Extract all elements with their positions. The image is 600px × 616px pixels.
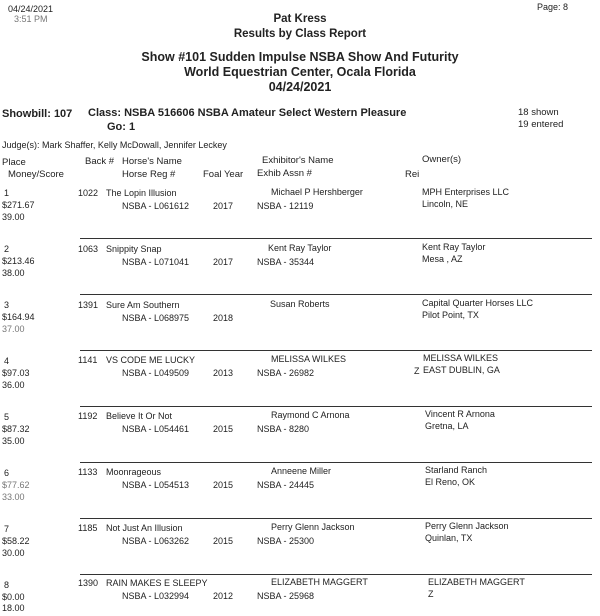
report-owner: Pat Kress xyxy=(273,13,327,25)
col-foal-year: Foal Year xyxy=(203,169,244,180)
row-owner: MELISSA WILKES xyxy=(423,353,499,363)
row-back: 1192 xyxy=(78,411,98,421)
row-owner-location: EAST DUBLIN, GA xyxy=(423,365,500,375)
row-divider xyxy=(80,406,592,407)
row-year: 2013 xyxy=(213,368,234,378)
row-owner-location: Quinlan, TX xyxy=(425,533,473,543)
row-owner: Capital Quarter Horses LLC xyxy=(422,298,534,308)
row-divider xyxy=(80,462,592,463)
shown-count: 18 shown xyxy=(518,107,559,118)
row-reg: NSBA - L032994 xyxy=(122,591,190,601)
row-back: 1185 xyxy=(78,523,98,533)
showbill: Showbill: 107 xyxy=(2,108,73,120)
row-owner: Vincent R Arnona xyxy=(425,409,495,419)
row-money: $0.00 xyxy=(2,592,25,602)
row-reg: NSBA - L054461 xyxy=(122,424,190,434)
row-score: 37.00 xyxy=(2,324,25,334)
col-horse-reg: Horse Reg # xyxy=(122,169,176,180)
row-back: 1063 xyxy=(78,244,99,254)
row-place: 1 xyxy=(4,188,10,198)
row-exhibitor: Perry Glenn Jackson xyxy=(271,522,355,532)
row-owner-location: Gretna, LA xyxy=(425,421,469,431)
row-horse: RAIN MAKES E SLEEPY xyxy=(106,578,208,588)
row-place: 4 xyxy=(4,356,10,366)
show-date: 04/24/2021 xyxy=(268,80,332,94)
row-assn: NSBA - 24445 xyxy=(257,480,315,490)
row-back: 1133 xyxy=(78,467,98,477)
row-divider xyxy=(80,294,592,295)
show-venue: World Equestrian Center, Ocala Florida xyxy=(184,65,416,79)
page-number: Page: 8 xyxy=(537,2,569,12)
col-horse-name: Horse's Name xyxy=(122,156,182,167)
row-year: 2012 xyxy=(213,591,234,601)
row-exhibitor: MELISSA WILKES xyxy=(271,354,347,364)
row-assn: NSBA - 26982 xyxy=(257,368,315,378)
row-year: 2015 xyxy=(213,480,234,490)
row-owner-location: Pilot Point, TX xyxy=(422,310,479,320)
row-score: 39.00 xyxy=(2,212,25,222)
row-assn: NSBA - 25300 xyxy=(257,536,315,546)
row-place: 7 xyxy=(4,524,10,534)
row-divider xyxy=(80,574,592,575)
row-exhibitor: Kent Ray Taylor xyxy=(268,243,332,253)
row-reg: NSBA - L071041 xyxy=(122,257,190,267)
row-exhibitor: Susan Roberts xyxy=(270,299,330,309)
row-reg: NSBA - L049509 xyxy=(122,368,190,378)
row-year: 2017 xyxy=(213,257,234,267)
col-exhib-assn: Exhib Assn # xyxy=(257,168,312,179)
row-score: 33.00 xyxy=(2,492,25,502)
row-score: 35.00 xyxy=(2,436,25,446)
row-horse: Snippity Snap xyxy=(106,244,162,254)
row-owner: MPH Enterprises LLC xyxy=(422,187,510,197)
row-year: 2015 xyxy=(213,536,234,546)
row-owner: Perry Glenn Jackson xyxy=(425,521,509,531)
row-year: 2017 xyxy=(213,201,234,211)
row-owner-location: El Reno, OK xyxy=(425,477,476,487)
row-divider xyxy=(80,238,592,239)
row-assn: NSBA - 35344 xyxy=(257,257,315,267)
row-money: $87.32 xyxy=(2,424,30,434)
row-exhibitor: Anneene Miller xyxy=(271,466,332,476)
row-exhibitor: Michael P Hershberger xyxy=(271,187,363,197)
entered-count: 19 entered xyxy=(518,119,564,130)
row-owner-location: Mesa , AZ xyxy=(422,254,463,264)
row-place: 8 xyxy=(4,580,10,590)
judges: Judge(s): Mark Shaffer, Kelly McDowall, Jennifer Leckey xyxy=(2,140,227,150)
go-number: Go: 1 xyxy=(107,121,136,133)
row-owner: Starland Ranch xyxy=(425,465,488,475)
row-rei: Z xyxy=(414,366,420,376)
print-date: 04/24/2021 xyxy=(8,4,54,14)
row-horse: The Lopin Illusion xyxy=(106,188,177,198)
row-money: $97.03 xyxy=(2,368,30,378)
show-title: Show #101 Sudden Impulse NSBA Show And Futurity xyxy=(141,50,459,64)
col-money-score: Money/Score xyxy=(8,169,64,180)
row-place: 5 xyxy=(4,412,10,422)
row-horse: Moonrageous xyxy=(106,467,162,477)
row-score: 30.00 xyxy=(2,548,25,558)
row-score: 18.00 xyxy=(2,603,25,613)
print-time: 3:51 PM xyxy=(14,14,48,24)
row-horse: Sure Am Southern xyxy=(106,300,180,310)
row-divider xyxy=(80,350,592,351)
row-score: 38.00 xyxy=(2,268,25,278)
col-place: Place xyxy=(2,157,26,168)
row-year: 2018 xyxy=(213,313,234,323)
row-money: $77.62 xyxy=(2,480,30,490)
row-money: $271.67 xyxy=(2,200,35,210)
row-back: 1141 xyxy=(78,355,98,365)
row-reg: NSBA - L054513 xyxy=(122,480,190,490)
row-money: $164.94 xyxy=(2,312,35,322)
row-score: 36.00 xyxy=(2,380,25,390)
row-reg: NSBA - L061612 xyxy=(122,201,190,211)
col-owners: Owner(s) xyxy=(422,154,462,165)
class-name: Class: NSBA 516606 NSBA Amateur Select Western Pleasure xyxy=(88,107,407,119)
col-back: Back # xyxy=(85,156,115,167)
row-horse: Not Just An Illusion xyxy=(106,523,183,533)
row-assn: NSBA - 8280 xyxy=(257,424,310,434)
row-horse: Believe It Or Not xyxy=(106,411,173,421)
row-place: 3 xyxy=(4,300,10,310)
report-title: Results by Class Report xyxy=(233,28,367,40)
row-divider xyxy=(80,518,592,519)
row-owner: Kent Ray Taylor xyxy=(422,242,486,252)
row-reg: NSBA - L068975 xyxy=(122,313,190,323)
row-horse: VS CODE ME LUCKY xyxy=(106,355,196,365)
row-back: 1390 xyxy=(78,578,99,588)
row-exhibitor: Raymond C Arnona xyxy=(271,410,350,420)
row-year: 2015 xyxy=(213,424,234,434)
row-assn: NSBA - 25968 xyxy=(257,591,315,601)
row-owner-location: Z xyxy=(428,589,434,599)
row-assn: NSBA - 12119 xyxy=(257,201,314,211)
row-money: $213.46 xyxy=(2,256,35,266)
row-place: 2 xyxy=(4,244,10,254)
row-back: 1391 xyxy=(78,300,99,310)
row-owner-location: Lincoln, NE xyxy=(422,199,469,209)
row-money: $58.22 xyxy=(2,536,30,546)
row-exhibitor: ELIZABETH MAGGERT xyxy=(271,577,368,587)
col-rei: Rei xyxy=(405,169,420,180)
row-owner: ELIZABETH MAGGERT xyxy=(428,577,525,587)
col-exhibitor: Exhibitor's Name xyxy=(262,155,334,166)
row-reg: NSBA - L063262 xyxy=(122,536,190,546)
row-place: 6 xyxy=(4,468,10,478)
row-back: 1022 xyxy=(78,188,99,198)
